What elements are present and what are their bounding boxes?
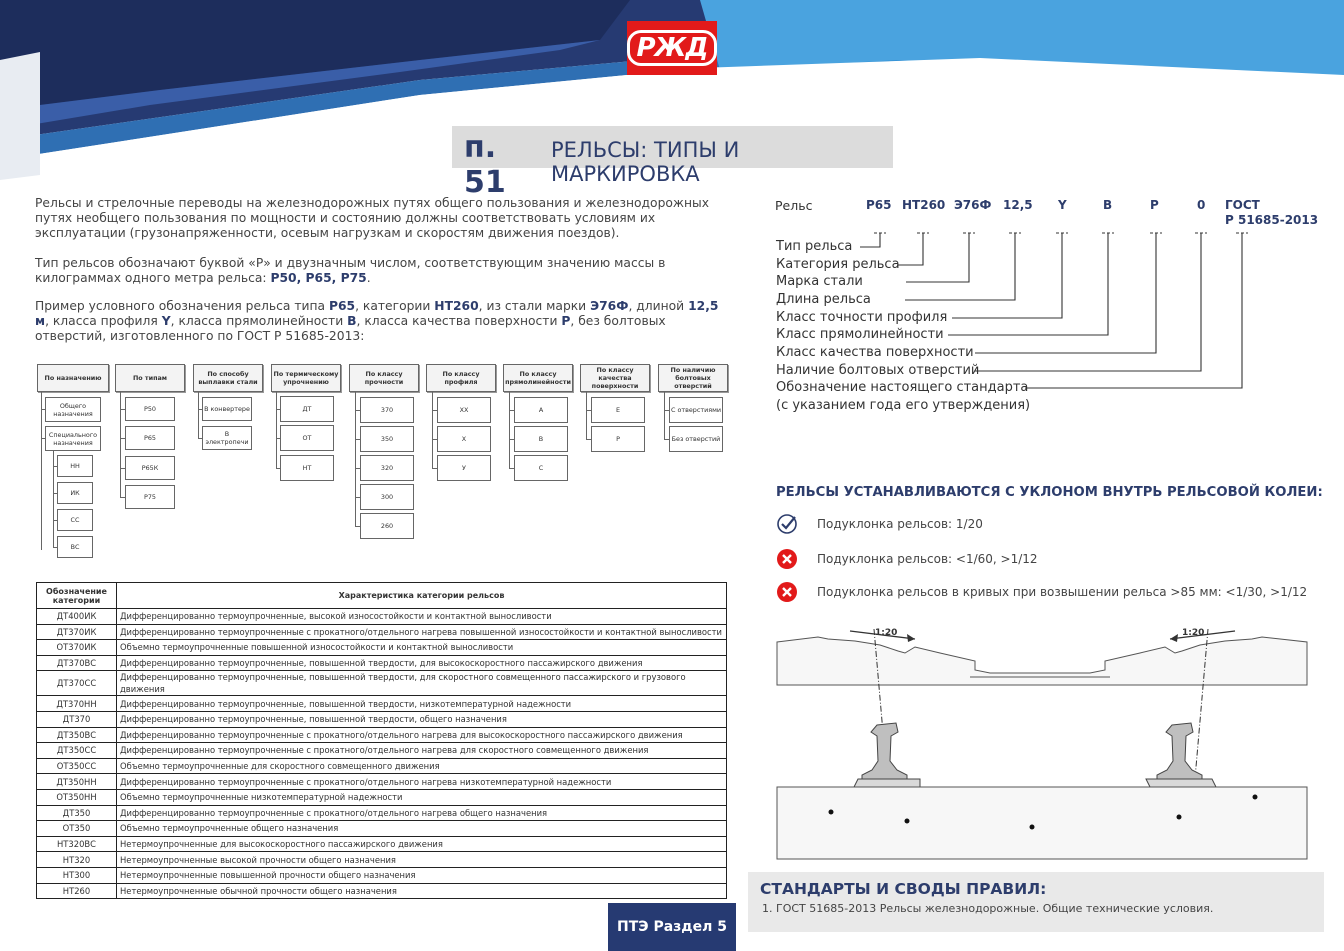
tree-item: Х (437, 426, 491, 452)
table-header-description: Характеристика категории рельсов (117, 583, 727, 609)
category-description: Объемно термоупрочненные общего назначения (117, 821, 727, 837)
category-code: ДТ370 (37, 711, 117, 727)
tree-item: В электропечи (202, 426, 252, 450)
tree-item: 300 (360, 484, 414, 510)
tree-item: Специального назначения (45, 426, 101, 451)
tree-head: По классу прямолинейности (503, 364, 573, 392)
category-description: Дифференцированно термоупрочненные, повышенной твердости, общего назначения (117, 711, 727, 727)
category-description: Объемно термоупрочненные для скоростного совмещенного движения (117, 758, 727, 774)
marking-label: (с указанием года его утверждения) (776, 398, 1031, 413)
category-description: Нетермоупрочненные повышенной прочности общего назначения (117, 867, 727, 883)
category-code: ДТ370СС (37, 671, 117, 696)
slope-text: Подуклонка рельсов: <1/60, >1/12 (817, 552, 1038, 566)
marking-part: Р 51685-2013 (1225, 213, 1319, 227)
marking-part: Р (1150, 198, 1159, 212)
marking-part: 0 (1197, 198, 1206, 212)
table-row (37, 758, 727, 774)
tree-item: 370 (360, 397, 414, 423)
wheel-slope-right-label: 1:20 (1182, 628, 1205, 638)
category-description: Дифференцированно термоупрочненные с прокатного/отдельного нагрева общего назначения (117, 805, 727, 821)
standards-title: СТАНДАРТЫ И СВОДЫ ПРАВИЛ: (760, 880, 1047, 898)
intro-paragraph-3: Пример условного обозначения рельса типа Р65, категории НТ260, из стали марки Э76Ф, длиной 12,5 м, класса профиля Y, класса прямолинейности В, класса качества поверхности Р, без болтовых отверстий, изготовленного по ГОСТ Р 51685-2013: (35, 299, 719, 343)
table-row (37, 727, 727, 743)
category-description: Дифференцированно термоупрочненные с прокатного/отдельного нагрева для высокоскоростного пассажирского движения (117, 727, 727, 743)
category-description: Нетермоупрочненные обычной прочности общего назначения (117, 883, 727, 899)
tree-item: ОТ (280, 425, 334, 451)
rail-right (1146, 723, 1216, 787)
marking-part: НТ260 (902, 198, 946, 212)
slope-row (776, 513, 983, 535)
category-code: НТ320 (37, 852, 117, 868)
tree-item: Без отверстий (669, 426, 723, 452)
tree-item: Р65 (125, 426, 175, 450)
tree-item: СС (57, 509, 93, 531)
table-row (37, 883, 727, 899)
category-description: Дифференцированно термоупрочненные с прокатного/отдельного нагрева повышенной износостойкости и контактной выносливости (117, 624, 727, 640)
category-code: ДТ350 (37, 805, 117, 821)
tree-item: Р75 (125, 485, 175, 509)
category-table (36, 582, 727, 899)
tree-item: 350 (360, 426, 414, 452)
table-row (37, 821, 727, 837)
table-row (37, 805, 727, 821)
category-code: ДТ350ВС (37, 727, 117, 743)
table-row (37, 711, 727, 727)
tree-item: В конвертере (202, 397, 252, 421)
check-icon (776, 513, 798, 535)
tree-item: Р (591, 426, 645, 452)
category-description: Дифференцированно термоупрочненные, повышенной твердости, низкотемпературной надежности (117, 696, 727, 712)
table-row (37, 836, 727, 852)
tree-head: По наличию болтовых отверстий (658, 364, 728, 392)
marking-label: Тип рельса (776, 239, 853, 254)
tree-item: ИК (57, 482, 93, 504)
table-row (37, 640, 727, 656)
slope-text: Подуклонка рельсов в кривых при возвышении рельса >85 мм: <1/30, >1/12 (817, 585, 1308, 599)
tree-item: 260 (360, 513, 414, 539)
marking-label: Наличие болтовых отверстий (776, 363, 980, 378)
tree-head: По способу выплавки стали (193, 364, 263, 392)
tree-item: ДТ (280, 396, 334, 422)
category-code: ДТ350СС (37, 743, 117, 759)
slope-row (776, 581, 1307, 603)
category-description: Дифференцированно термоупрочненные с прокатного/отдельного нагрева для скоростного совмещенного движения (117, 743, 727, 759)
rail-left (854, 723, 920, 787)
table-row (37, 609, 727, 625)
tree-item: Р65К (125, 456, 175, 480)
tree-head: По типам (115, 364, 185, 392)
table-row (37, 774, 727, 790)
tree-head: По термическому упрочнению (271, 364, 341, 392)
marking-label: Класс прямолинейности (776, 327, 944, 342)
category-code: ОТ350НН (37, 789, 117, 805)
table-row (37, 852, 727, 868)
marking-label: Обозначение настоящего стандарта (776, 380, 1029, 395)
section-title: РЕЛЬСЫ: ТИПЫ И МАРКИРОВКА (550, 138, 740, 186)
marking-label: Категория рельса (776, 257, 900, 272)
category-code: ДТ400ИК (37, 609, 117, 625)
tree-item: ВС (57, 536, 93, 558)
standards-box (748, 872, 1324, 932)
standards-item: 1. ГОСТ 51685-2013 Рельсы железнодорожные. Общие технические условия. (762, 902, 1214, 915)
page-title (452, 126, 893, 200)
marking-part: Р65 (866, 198, 892, 212)
tree-head: По классу профиля (426, 364, 496, 392)
tree-head: По классу прочности (349, 364, 419, 392)
rail-slope-illustration (770, 615, 1315, 865)
table-row (37, 624, 727, 640)
marking-part: Y (1058, 198, 1067, 212)
wheel-slope-left-label: 1:20 (875, 628, 898, 638)
tree-item: 320 (360, 455, 414, 481)
tree-item: В (514, 426, 568, 452)
category-code: ОТ350СС (37, 758, 117, 774)
table-row (37, 696, 727, 712)
category-description: Нетермоупрочненные высокой прочности общего назначения (117, 852, 727, 868)
marking-part: 12,5 (1003, 198, 1033, 212)
marking-label: Длина рельса (776, 292, 871, 307)
table-row (37, 655, 727, 671)
cross-icon (776, 581, 798, 603)
category-code: НТ260 (37, 883, 117, 899)
category-code: ДТ370НН (37, 696, 117, 712)
intro-paragraph-2: Тип рельсов обозначают буквой «Р» и двузначным числом, соответствующим значению массы в килограммах одного метра рельса: Р50, Р65, Р75. (35, 256, 666, 285)
category-code: ОТ350 (37, 821, 117, 837)
category-code: ДТ370ИК (37, 624, 117, 640)
marking-label: Марка стали (776, 274, 863, 289)
category-code: НТ300 (37, 867, 117, 883)
tree-item: С отверстиями (669, 397, 723, 423)
slope-heading: РЕЛЬСЫ УСТАНАВЛИВАЮТСЯ С УКЛОНОМ ВНУТРЬ РЕЛЬСОВОЙ КОЛЕИ: (776, 485, 1323, 500)
category-description: Объемно термоупрочненные низкотемпературной надежности (117, 789, 727, 805)
category-description: Дифференцированно термоупрочненные с прокатного/отдельного нагрева низкотемпературной надежности (117, 774, 727, 790)
section-number: п. 51 (464, 130, 506, 200)
tree-item: НН (57, 455, 93, 477)
tree-head: По назначению (37, 364, 109, 392)
category-code: НТ320ВС (37, 836, 117, 852)
category-code: ОТ370ИК (37, 640, 117, 656)
tree-item: НТ (280, 455, 334, 481)
table-row (37, 789, 727, 805)
marking-label: Класс качества поверхности (776, 345, 974, 360)
intro-paragraph-1: Рельсы и стрелочные переводы на железнодорожных путях общего пользования и железнодорожных путях необщего пользования по мощности и состоянию должны соответствовать условиям их эксплуатации (грузонапряженности, осевым нагрузкам и скоростям движения поездов). (35, 196, 710, 240)
category-code: ДТ350НН (37, 774, 117, 790)
table-header-code: Обозначение категории (37, 583, 117, 609)
category-code: ДТ370ВС (37, 655, 117, 671)
category-description: Дифференцированно термоупрочненные, повышенной твердости, для скоростного совмещенного пассажирского и грузового движения (117, 671, 727, 696)
marking-part: ГОСТ (1225, 198, 1260, 212)
tree-item: Р50 (125, 397, 175, 421)
slope-row (776, 548, 1038, 570)
marking-part: В (1103, 198, 1113, 212)
marking-prefix: Рельс (775, 198, 813, 213)
category-description: Дифференцированно термоупрочненные, повышенной твердости, для высокоскоростного пассажирского движения (117, 655, 727, 671)
table-row (37, 867, 727, 883)
table-row (37, 743, 727, 759)
slope-text: Подуклонка рельсов: 1/20 (817, 517, 983, 531)
rzd-logo: РЖД (627, 21, 717, 75)
tree-item: А (514, 397, 568, 423)
category-description: Объемно термоупрочненные повышенной износостойкости и контактной выносливости (117, 640, 727, 656)
tree-item: Общего назначения (45, 397, 101, 422)
category-description: Дифференцированно термоупрочненные, высокой износостойкости и контактной выносливости (117, 609, 727, 625)
tree-item: С (514, 455, 568, 481)
tree-item: Е (591, 397, 645, 423)
table-row (37, 671, 727, 696)
tree-item: У (437, 455, 491, 481)
tree-item: ХХ (437, 397, 491, 423)
marking-label: Класс точности профиля (776, 310, 948, 325)
marking-part: Э76Ф (954, 198, 992, 212)
cross-icon (776, 548, 798, 570)
category-description: Нетермоупрочненные для высокоскоростного пассажирского движения (117, 836, 727, 852)
section-footer-tab: ПТЭ Раздел 5 (608, 903, 736, 951)
tree-head: По классу качества поверхности (580, 364, 650, 392)
